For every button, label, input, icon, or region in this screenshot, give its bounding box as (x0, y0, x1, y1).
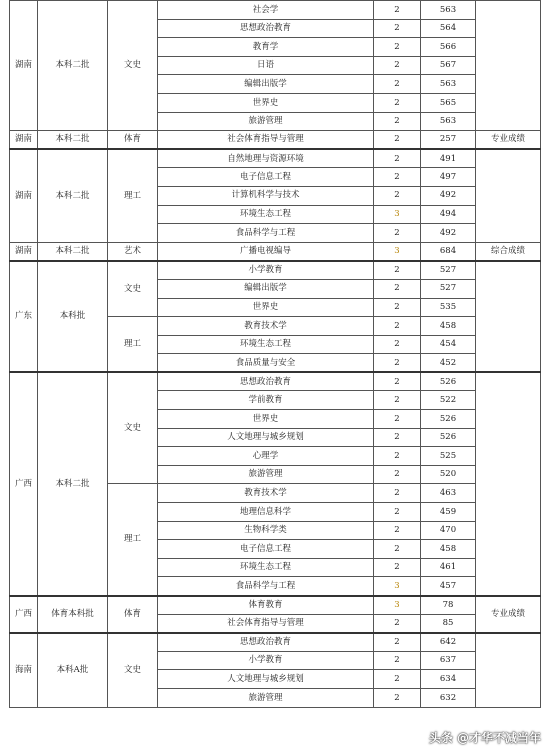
major-cell: 教育技术学 (158, 317, 374, 336)
note-cell (476, 633, 541, 707)
major-cell: 环境生态工程 (158, 335, 374, 354)
score-cell: 257 (421, 131, 476, 150)
score-cell: 567 (421, 56, 476, 75)
major-cell: 社会体育指导与管理 (158, 131, 374, 150)
category-cell: 文史 (108, 633, 158, 707)
score-cell: 458 (421, 540, 476, 559)
years-cell: 3 (374, 205, 421, 224)
years-cell: 2 (374, 168, 421, 187)
score-cell: 492 (421, 224, 476, 243)
major-cell: 人文地理与城乡规划 (158, 670, 374, 689)
years-cell: 2 (374, 354, 421, 373)
major-cell: 环境生态工程 (158, 558, 374, 577)
major-cell: 教育学 (158, 38, 374, 57)
major-cell: 小学教育 (158, 651, 374, 670)
major-cell: 环境生态工程 (158, 205, 374, 224)
score-cell: 637 (421, 651, 476, 670)
major-cell: 电子信息工程 (158, 540, 374, 559)
score-cell: 459 (421, 503, 476, 522)
years-cell: 2 (374, 465, 421, 484)
table-row (10, 633, 541, 652)
category-cell: 艺术 (108, 242, 158, 261)
batch-cell: 本科二批 (38, 149, 108, 242)
table-row (10, 1, 541, 20)
category-cell: 理工 (108, 484, 158, 596)
major-cell: 学前教育 (158, 391, 374, 410)
province-cell: 广西 (10, 372, 38, 595)
category-cell: 文史 (108, 1, 158, 131)
toutiao-logo: 头条 @才华不减当年 (428, 731, 541, 745)
batch-cell: 本科二批 (38, 131, 108, 150)
score-cell: 522 (421, 391, 476, 410)
score-cell: 457 (421, 577, 476, 596)
years-cell: 2 (374, 428, 421, 447)
years-cell: 2 (374, 633, 421, 652)
score-cell: 85 (421, 614, 476, 633)
score-cell: 526 (421, 410, 476, 429)
years-cell: 2 (374, 317, 421, 336)
score-cell: 494 (421, 205, 476, 224)
years-cell: 3 (374, 577, 421, 596)
years-cell: 2 (374, 93, 421, 112)
score-cell: 535 (421, 298, 476, 317)
years-cell: 2 (374, 670, 421, 689)
province-cell: 广西 (10, 596, 38, 633)
note-cell (476, 149, 541, 242)
score-cell: 458 (421, 317, 476, 336)
score-cell: 492 (421, 186, 476, 205)
score-cell: 78 (421, 596, 476, 615)
category-cell: 文史 (108, 261, 158, 317)
years-cell: 2 (374, 558, 421, 577)
score-cell: 527 (421, 261, 476, 280)
years-cell: 2 (374, 38, 421, 57)
major-cell: 思想政治教育 (158, 372, 374, 391)
major-cell: 生物科学类 (158, 521, 374, 540)
years-cell: 2 (374, 19, 421, 38)
score-cell: 563 (421, 112, 476, 131)
major-cell: 广播电视编导 (158, 242, 374, 261)
score-cell: 470 (421, 521, 476, 540)
score-cell: 461 (421, 558, 476, 577)
score-cell: 565 (421, 93, 476, 112)
batch-cell: 本科批 (38, 261, 108, 373)
years-cell: 2 (374, 521, 421, 540)
major-cell: 日语 (158, 56, 374, 75)
admission-score-table (9, 0, 541, 708)
years-cell: 3 (374, 596, 421, 615)
score-cell: 566 (421, 38, 476, 57)
score-cell: 463 (421, 484, 476, 503)
major-cell: 计算机科学与技术 (158, 186, 374, 205)
major-cell: 自然地理与资源环境 (158, 149, 374, 168)
batch-cell: 体育本科批 (38, 596, 108, 633)
years-cell: 2 (374, 261, 421, 280)
batch-cell: 本科二批 (38, 1, 108, 131)
major-cell: 心理学 (158, 447, 374, 466)
years-cell: 2 (374, 75, 421, 94)
major-cell: 食品科学与工程 (158, 224, 374, 243)
years-cell: 2 (374, 149, 421, 168)
score-cell: 634 (421, 670, 476, 689)
years-cell: 2 (374, 688, 421, 707)
years-cell: 2 (374, 391, 421, 410)
score-cell: 632 (421, 688, 476, 707)
watermark (429, 729, 541, 746)
note-cell: 专业成绩 (476, 131, 541, 150)
years-cell: 2 (374, 56, 421, 75)
score-cell: 563 (421, 75, 476, 94)
years-cell: 2 (374, 651, 421, 670)
province-cell: 湖南 (10, 149, 38, 242)
category-cell: 理工 (108, 149, 158, 242)
table-row (10, 261, 541, 280)
score-cell: 526 (421, 372, 476, 391)
note-cell: 综合成绩 (476, 242, 541, 261)
score-cell: 497 (421, 168, 476, 187)
score-cell: 454 (421, 335, 476, 354)
years-cell: 2 (374, 186, 421, 205)
score-cell: 525 (421, 447, 476, 466)
years-cell: 2 (374, 112, 421, 131)
score-cell: 563 (421, 1, 476, 20)
table-row (10, 242, 541, 261)
category-cell: 体育 (108, 596, 158, 633)
years-cell: 2 (374, 279, 421, 298)
table-row (10, 131, 541, 150)
province-cell: 海南 (10, 633, 38, 707)
table-row (10, 596, 541, 615)
batch-cell: 本科A批 (38, 633, 108, 707)
note-cell (476, 372, 541, 595)
major-cell: 体育教育 (158, 596, 374, 615)
major-cell: 思想政治教育 (158, 633, 374, 652)
years-cell: 2 (374, 540, 421, 559)
score-cell: 684 (421, 242, 476, 261)
major-cell: 思想政治教育 (158, 19, 374, 38)
major-cell: 世界史 (158, 298, 374, 317)
major-cell: 旅游管理 (158, 688, 374, 707)
category-cell: 理工 (108, 317, 158, 373)
major-cell: 食品科学与工程 (158, 577, 374, 596)
years-cell: 3 (374, 242, 421, 261)
score-cell: 642 (421, 633, 476, 652)
score-cell: 526 (421, 428, 476, 447)
years-cell: 2 (374, 131, 421, 150)
major-cell: 食品质量与安全 (158, 354, 374, 373)
score-cell: 520 (421, 465, 476, 484)
province-cell: 湖南 (10, 1, 38, 131)
province-cell: 湖南 (10, 242, 38, 261)
years-cell: 2 (374, 503, 421, 522)
province-cell: 广东 (10, 261, 38, 373)
major-cell: 旅游管理 (158, 465, 374, 484)
years-cell: 2 (374, 298, 421, 317)
years-cell: 2 (374, 410, 421, 429)
province-cell: 湖南 (10, 131, 38, 150)
major-cell: 世界史 (158, 410, 374, 429)
major-cell: 电子信息工程 (158, 168, 374, 187)
note-cell (476, 261, 541, 373)
years-cell: 2 (374, 372, 421, 391)
years-cell: 2 (374, 335, 421, 354)
major-cell: 地理信息科学 (158, 503, 374, 522)
major-cell: 社会体育指导与管理 (158, 614, 374, 633)
score-cell: 564 (421, 19, 476, 38)
major-cell: 人文地理与城乡规划 (158, 428, 374, 447)
major-cell: 小学教育 (158, 261, 374, 280)
table-row (10, 372, 541, 391)
table-row (10, 149, 541, 168)
years-cell: 2 (374, 1, 421, 20)
score-cell: 491 (421, 149, 476, 168)
category-cell: 文史 (108, 372, 158, 484)
score-cell: 527 (421, 279, 476, 298)
major-cell: 旅游管理 (158, 112, 374, 131)
major-cell: 世界史 (158, 93, 374, 112)
batch-cell: 本科二批 (38, 242, 108, 261)
major-cell: 编辑出版学 (158, 279, 374, 298)
note-cell: 专业成绩 (476, 596, 541, 633)
years-cell: 2 (374, 447, 421, 466)
major-cell: 编辑出版学 (158, 75, 374, 94)
batch-cell: 本科二批 (38, 372, 108, 595)
note-cell (476, 1, 541, 131)
years-cell: 2 (374, 224, 421, 243)
score-cell: 452 (421, 354, 476, 373)
years-cell: 2 (374, 614, 421, 633)
major-cell: 社会学 (158, 1, 374, 20)
years-cell: 2 (374, 484, 421, 503)
major-cell: 教育技术学 (158, 484, 374, 503)
category-cell: 体育 (108, 131, 158, 150)
